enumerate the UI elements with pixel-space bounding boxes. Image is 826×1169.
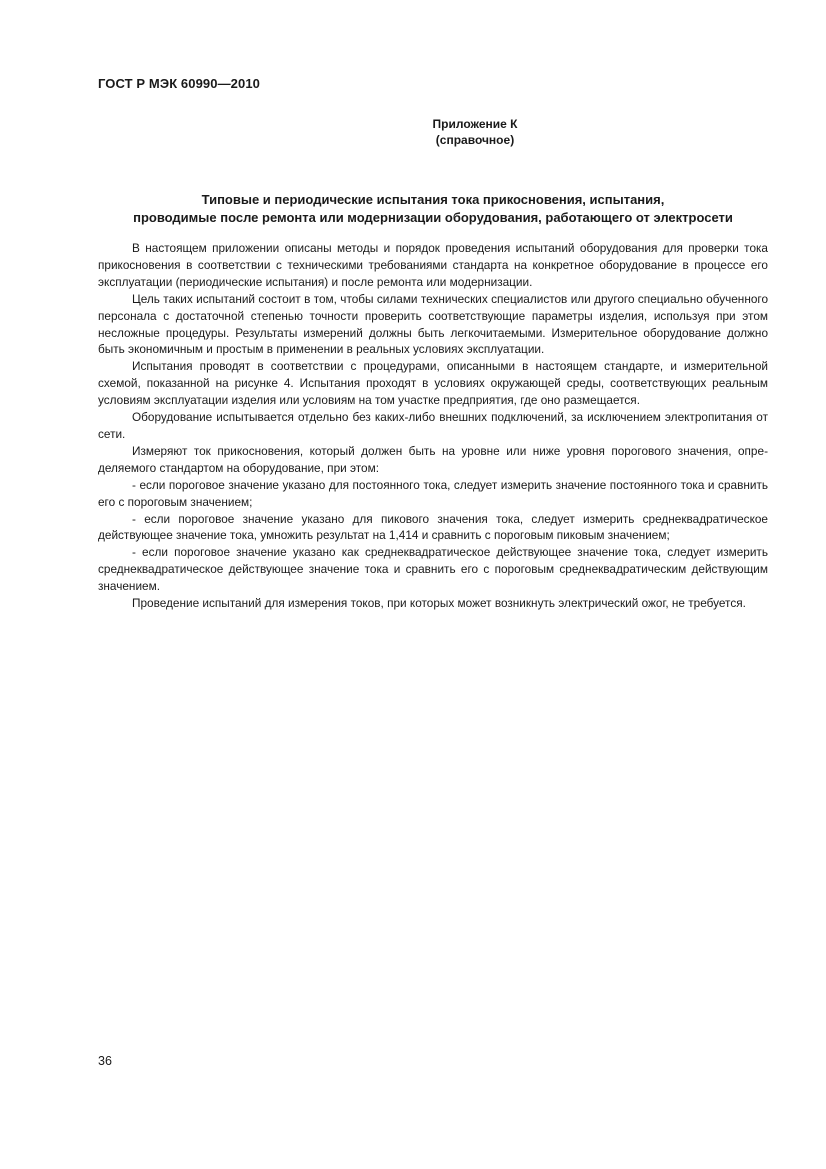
list-item: - если пороговое значение указано для пикового значения тока, следует измерить среднеквадратическое действующее значение тока, умножить результат на 1,414 и сравнить с пороговым пиковым значением;	[98, 511, 768, 543]
paragraph: Оборудование испытывается отдельно без каких-либо внешних подключений, за исключением электропитания от сети.	[98, 410, 768, 441]
body-text	[98, 240, 768, 612]
appendix-label: Приложение К	[432, 117, 518, 131]
paragraph: Проведение испытаний для измерения токов, при которых может возникнуть электрический ожог, не требуется.	[132, 596, 746, 611]
section-title-line-2: проводимые после ремонта или модернизации оборудования, работающего от электросети	[133, 210, 733, 225]
paragraph: Измеряют ток прикосновения, который должен быть на уровне или ниже уровня порогового значения, определяемого стандартом на оборудование, при этом:	[98, 443, 768, 475]
section-title	[98, 191, 768, 227]
appendix-heading	[300, 116, 650, 148]
list-item: - если пороговое значение указано для постоянного тока, следует измерить значение постоянного тока и сравнить его с пороговым значением;	[98, 477, 768, 509]
section-title-line-1: Типовые и периодические испытания тока прикосновения, испытания,	[201, 192, 665, 207]
paragraph: Испытания проводят в соответствии с процедурами, описанными в настоящем стандарте, и измерительной схемой, показанной на рисунке 4. Испытания проходят в условиях окружающей среды, соответствующих реальным условиям эксплуатации изделия или условиям на том участке предприятия, где оно размещается.	[98, 359, 768, 408]
list-item: - если пороговое значение указано как среднеквадратическое действующее значение тока, следует измерить среднеквадратическое действующее значение тока и сравнить его с пороговым среднеквадратическим действующим значением.	[98, 545, 768, 594]
appendix-type: (справочное)	[435, 133, 515, 147]
page-number: 36	[98, 1054, 112, 1068]
paragraph: В настоящем приложении описаны методы и порядок проведения испытаний оборудования для проверки тока прикосновения в соответствии с техническими требованиями стандарта на конкретное оборудование в процессе его эксплуатации (периодические испытания) и после ремонта или модернизации.	[98, 241, 768, 289]
paragraph: Цель таких испытаний состоит в том, чтобы силами технических специалистов или другого специально обученного персонала с достаточной степенью точности проверить соответствующие параметры изделия, используя при этом несложные процедуры. Результаты измерений должны быть легкочитаемыми. Измерительное оборудование должно быть экономичным и простым в применении в реальных условиях эксплуатации.	[98, 291, 768, 357]
document-header: ГОСТ Р МЭК 60990—2010	[98, 76, 261, 91]
